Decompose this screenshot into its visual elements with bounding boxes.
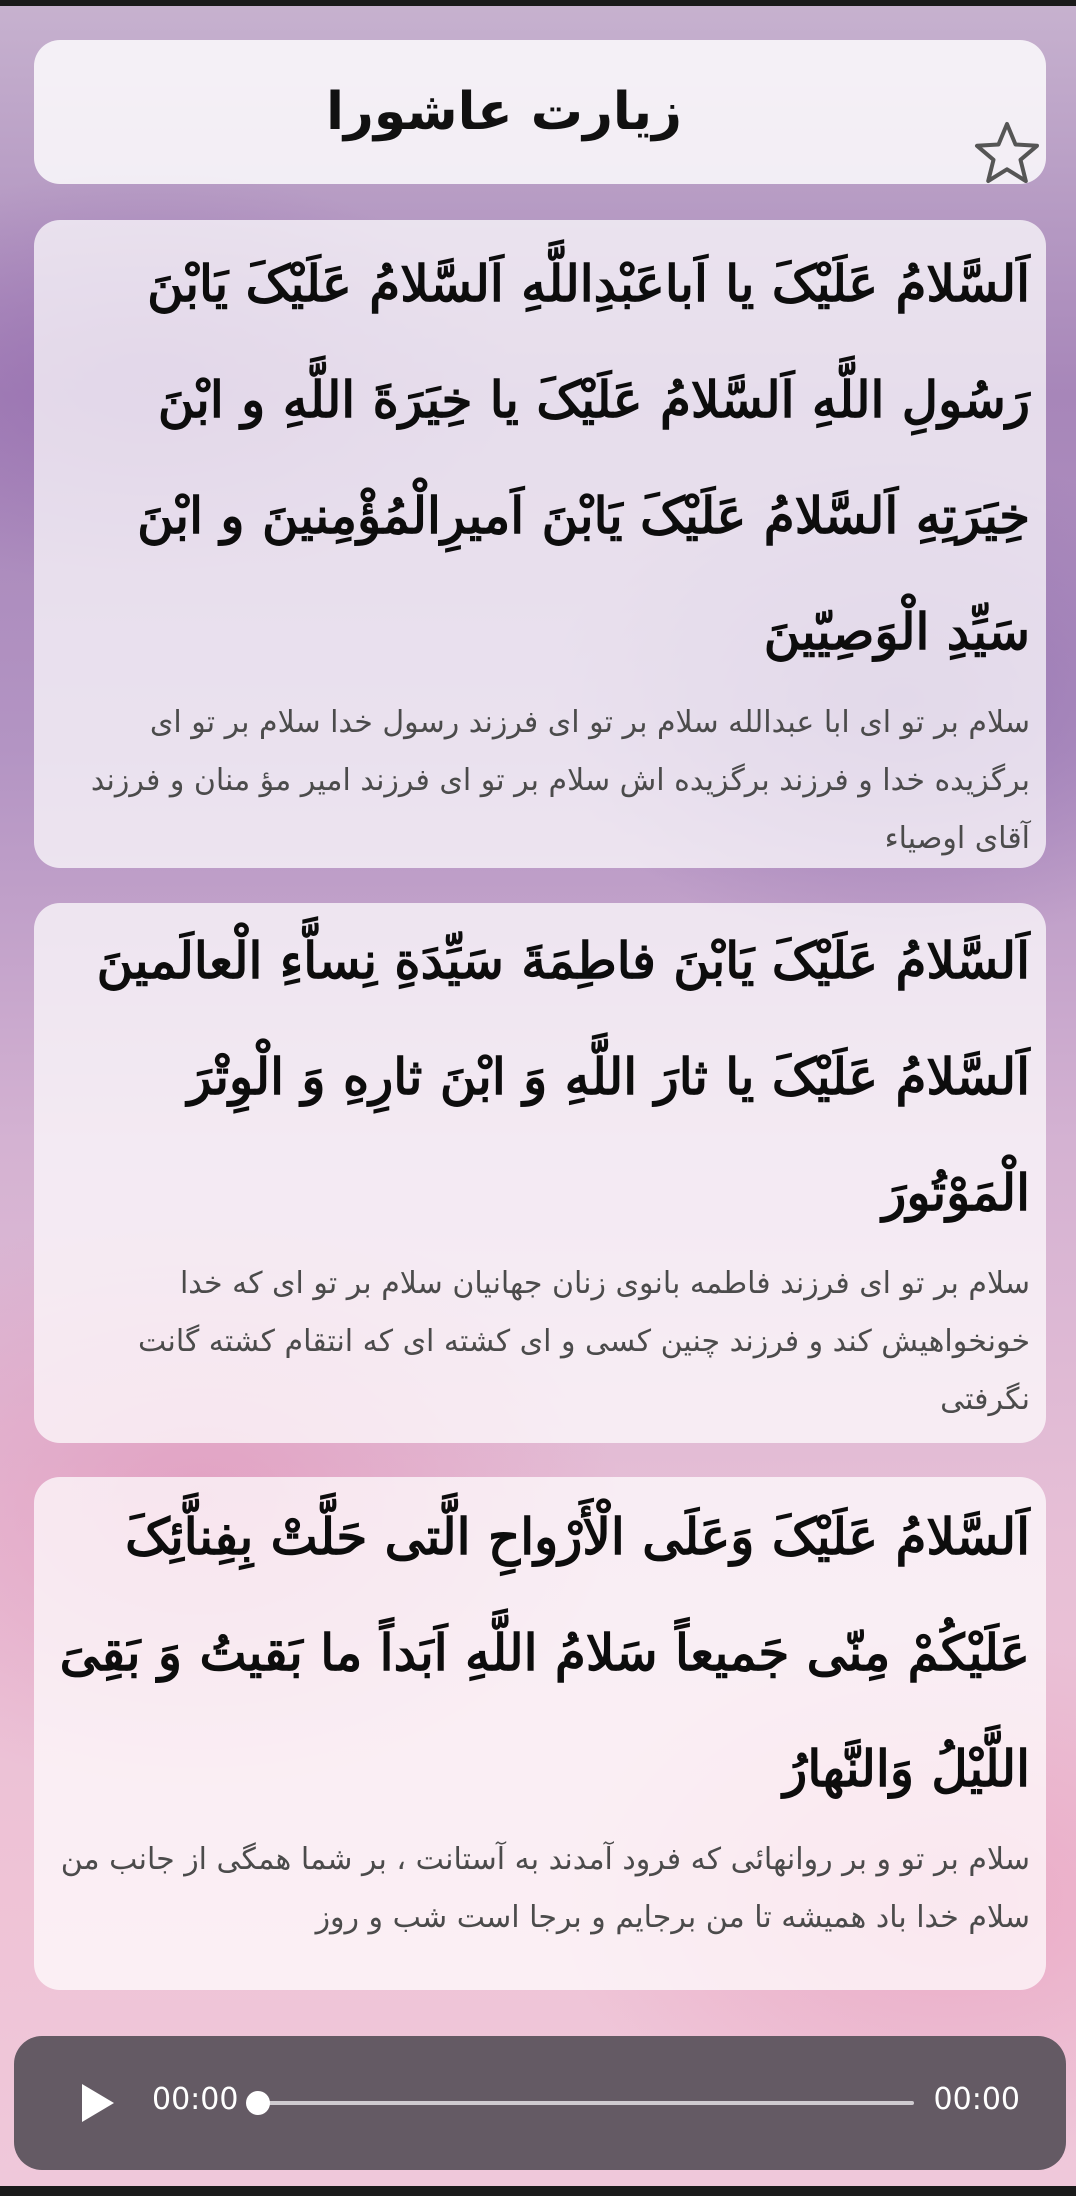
- header-bar: [34, 40, 1046, 184]
- favorite-button[interactable]: [972, 118, 1042, 188]
- verse-arabic-text: اَلسَّلامُ عَلَیْکَ یَابْنَ فاطِمَةَ سَیِّدَةِ نِساَّءِ الْعالَمینَ اَلسَّلامُ عَلَیْکَ یا ثارَ اللَّهِ وَ ابْنَ ثارِهِ وَ الْوِتْرَ الْمَوْتُورَ: [96, 931, 1030, 1222]
- seek-bar-thumb[interactable]: [246, 2091, 270, 2115]
- verse-card[interactable]: [34, 220, 1046, 868]
- seek-bar[interactable]: [258, 2101, 914, 2105]
- star-outline-icon: [972, 118, 1042, 188]
- verse-arabic-text: اَلسَّلامُ عَلَیْکَ وَعَلَی الْأَرْواحِ الَّتی حَلَّتْ بِفِناَّئِکَ عَلَیْکُمْ مِنّی جَمیعاً سَلامُ اللَّهِ اَبَداً ما بَقیتُ وَ بَقِیَ اللَّیْلُ وَالنَّهارُ: [59, 1507, 1030, 1798]
- page-title: زیارت عاشورا: [326, 82, 682, 142]
- current-time: 00:00: [152, 2082, 239, 2117]
- verse-translation-text: سلام بر تو ای ابا عبدالله سلام بر تو ای فرزند رسول خدا سلام بر تو ای برگزیده خدا و فرزند برگزیده اش سلام بر تو ای فرزند امیر مؤ منان و فرزند آقای اوصیاء: [90, 705, 1030, 856]
- play-button[interactable]: [64, 2072, 126, 2134]
- verse-translation-text: سلام بر تو و بر روانهائی که فرود آمدند به آستانت ، بر شما همگی از جانب من سلام خدا باد همیشه تا من برجایم و برجا است شب و روز: [60, 1842, 1030, 1935]
- total-time: 00:00: [933, 2082, 1020, 2117]
- audio-player: [14, 2036, 1066, 2170]
- status-bar-strip: [0, 0, 1076, 6]
- verse-card[interactable]: [34, 903, 1046, 1443]
- verse-card[interactable]: [34, 1477, 1046, 1990]
- play-icon: [64, 2072, 126, 2134]
- verse-translation-text: سلام بر تو ای فرزند فاطمه بانوی زنان جهانیان سلام بر تو ای که خدا خونخواهیش کند و فرزند چنین کسی و ای کشته ای که انتقام کشته گانت نگرفتی: [138, 1266, 1030, 1417]
- verse-arabic-text: اَلسَّلامُ عَلَیْکَ یا اَباعَبْدِاللَّهِ اَلسَّلامُ عَلَیْکَ یَابْنَ رَسُولِ اللَّهِ اَلسَّلامُ عَلَیْکَ یا خِیَرَةَ اللَّهِ و ابْنَ خِیَرَتِهِ اَلسَّلامُ عَلَیْکَ یَابْنَ اَمیرِالْمُؤْمِنینَ و ابْنَ سَیِّدِ الْوَصِیّینَ: [137, 254, 1030, 661]
- navigation-bar-strip: [0, 2186, 1076, 2196]
